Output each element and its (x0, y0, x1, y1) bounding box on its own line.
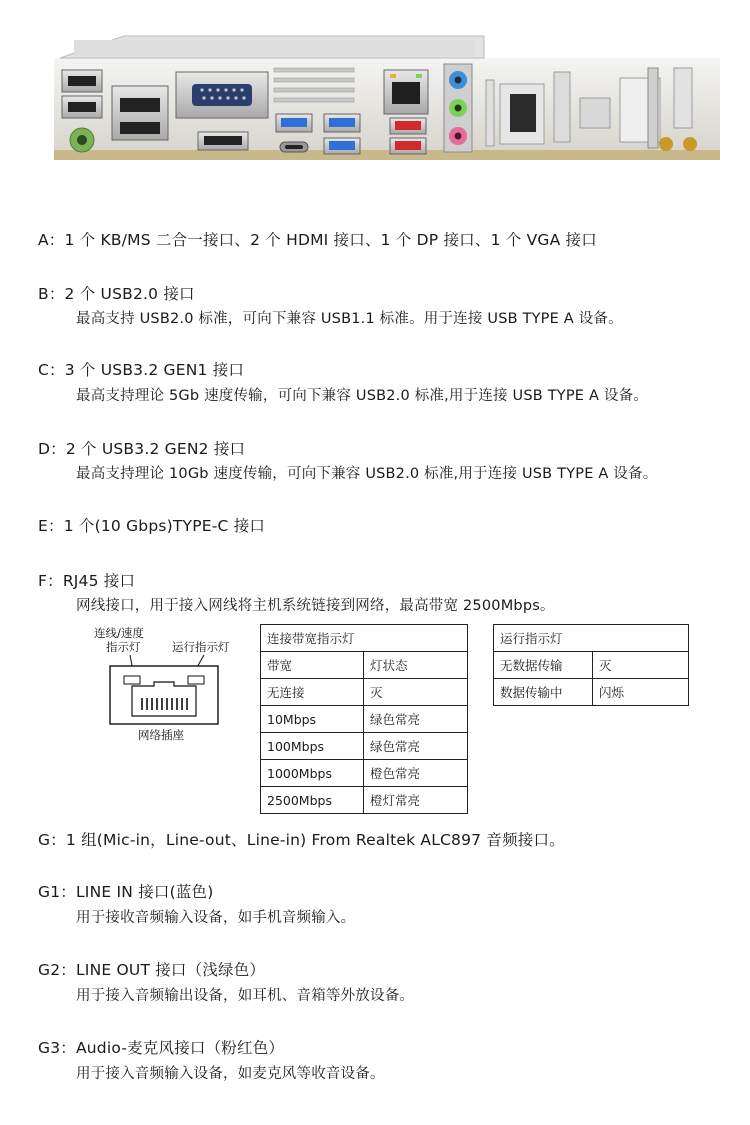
speed-table-cell: 灭 (364, 679, 468, 706)
section-g2-title: G2：LINE OUT 接口（浅绿色） (38, 961, 266, 979)
speed-table-header-bandwidth: 带宽 (261, 652, 364, 679)
speed-table-cell: 2500Mbps (261, 787, 364, 814)
speed-led-table (260, 624, 468, 814)
speed-table-header-led-state: 灯状态 (364, 652, 468, 679)
speed-table-cell: 橙色常亮 (364, 760, 468, 787)
section-b-title: B：2 个 USB2.0 接口 (38, 285, 195, 303)
speed-table-cell: 100Mbps (261, 733, 364, 760)
section-b-desc: 最高支持 USB2.0 标准，可向下兼容 USB1.1 标准。用于连接 USB TYPE A 设备。 (76, 311, 623, 327)
section-f-desc: 网线接口，用于接入网线将主机系统链接到网络，最高带宽 2500Mbps。 (76, 598, 555, 614)
activity-led-table (493, 624, 689, 706)
speed-table-cell: 橙灯常亮 (364, 787, 468, 814)
section-g3-desc: 用于接入音频输入设备，如麦克风等收音设备。 (76, 1066, 385, 1082)
section-e-title: E：1 个(10 Gbps)TYPE-C 接口 (38, 517, 266, 535)
section-g3-title: G3：Audio-麦克风接口（粉红色） (38, 1039, 285, 1057)
link-speed-led-label-line1: 连线/速度 (94, 626, 144, 640)
section-d-title: D：2 个 USB3.2 GEN2 接口 (38, 440, 246, 458)
speed-table-cell: 绿色常亮 (364, 706, 468, 733)
section-g1-title: G1：LINE IN 接口(蓝色) (38, 883, 214, 901)
section-g1-desc: 用于接收音频输入设备，如手机音频输入。 (76, 910, 356, 926)
section-c-title: C：3 个 USB3.2 GEN1 接口 (38, 361, 245, 379)
speed-table-cell: 无连接 (261, 679, 364, 706)
activity-table-cell: 无数据传输 (494, 652, 593, 679)
speed-table-cell: 10Mbps (261, 706, 364, 733)
speed-table-cell: 绿色常亮 (364, 733, 468, 760)
section-f-title: F：RJ45 接口 (38, 572, 136, 590)
activity-table-cell: 数据传输中 (494, 679, 593, 706)
activity-led-label: 运行指示灯 (172, 640, 230, 654)
activity-table-cell: 闪烁 (593, 679, 689, 706)
speed-table-title: 连接带宽指示灯 (261, 625, 468, 652)
motherboard-io-image (54, 28, 720, 168)
section-g2-desc: 用于接入音频输出设备，如耳机、音箱等外放设备。 (76, 988, 415, 1004)
section-g-title: G：1 组(Mic-in，Line-out、Line-in) From Realtek ALC897 音频接口。 (38, 831, 565, 849)
section-a-title: A：1 个 KB/MS 二合一接口、2 个 HDMI 接口、1 个 DP 接口、1 个 VGA 接口 (38, 231, 597, 249)
rj45-diagram (88, 624, 248, 754)
activity-table-cell: 灭 (593, 652, 689, 679)
speed-table-cell: 1000Mbps (261, 760, 364, 787)
socket-label: 网络插座 (138, 728, 184, 742)
link-speed-led-label-line2: 指示灯 (106, 640, 141, 654)
section-c-desc: 最高支持理论 5Gb 速度传输，可向下兼容 USB2.0 标准,用于连接 USB TYPE A 设备。 (76, 388, 648, 404)
section-d-desc: 最高支持理论 10Gb 速度传输，可向下兼容 USB2.0 标准,用于连接 USB TYPE A 设备。 (76, 466, 658, 482)
activity-table-title: 运行指示灯 (494, 625, 689, 652)
